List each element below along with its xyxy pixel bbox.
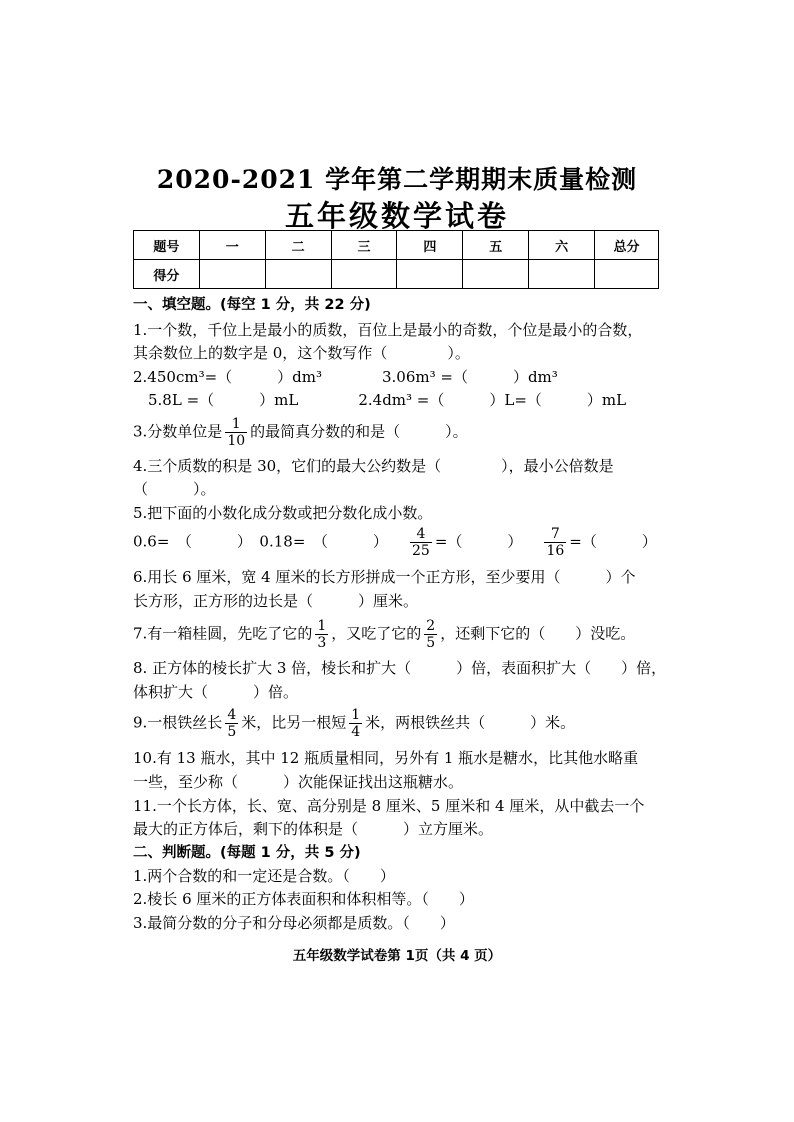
fraction-denominator: 5 <box>426 635 436 651</box>
fraction <box>410 526 432 559</box>
fraction-denominator: 16 <box>546 543 565 559</box>
question-9-prefix: 9.一根铁丝长 <box>133 713 223 732</box>
question-7 <box>133 618 635 651</box>
score-label-cell: 得分 <box>134 260 200 289</box>
section-heading-true-false: 二、判断题。(每题 1 分，共 5 分) <box>133 845 361 861</box>
fraction-numerator: 4 <box>410 526 432 543</box>
page-footer: 五年级数学试卷第 1页（共 4 页） <box>292 948 502 964</box>
question-9 <box>133 707 575 740</box>
score-cell: 一 <box>199 231 265 260</box>
fraction-numerator: 1 <box>351 707 361 723</box>
judgement-question-2: 2.棱长 6 厘米的正方体表面积和体积相等。（ ） <box>133 890 474 908</box>
question-10-line-2: 一些，至少称（ ）次能保证找出这瓶糖水。 <box>133 773 464 791</box>
fraction-denominator: 5 <box>227 724 237 740</box>
fraction-denominator: 4 <box>351 724 361 740</box>
fraction <box>544 526 566 559</box>
score-blank-cell <box>595 260 659 289</box>
question-6-line-1: 6.用长 6 厘米，宽 4 厘米的长方形拼成一个正方形，至少要用（ ）个 <box>133 568 636 586</box>
score-cell: 六 <box>529 231 595 260</box>
question-7-suffix: ，还剩下它的（ ）没吃。 <box>440 624 636 643</box>
score-cell: 五 <box>463 231 529 260</box>
question-11-line-2: 最大的正方体后，剩下的体积是（ ）立方厘米。 <box>133 820 494 838</box>
question-5-blank: =（ ） <box>569 532 657 551</box>
question-5-decimals: 0.6= （ ） 0.18= （ ） <box>133 532 388 551</box>
fraction <box>225 707 238 740</box>
score-blank-cell <box>331 260 397 289</box>
question-7-middle: ，又吃了它的 <box>331 624 422 643</box>
question-1-line-2: 其余数位上的数字是 0，这个数写作（ ）。 <box>133 344 470 362</box>
fraction <box>424 618 437 651</box>
score-cell: 二 <box>265 231 331 260</box>
question-5-items <box>133 526 657 559</box>
judgement-question-1: 1.两个合数的和一定还是合数。（ ） <box>133 867 395 885</box>
question-9-suffix: 米，两根铁丝共（ ）米。 <box>365 713 576 732</box>
score-table-header-row <box>134 231 659 260</box>
question-4-line-2: （ ）。 <box>133 480 216 498</box>
score-blank-cell <box>397 260 463 289</box>
score-blank-cell <box>199 260 265 289</box>
score-cell: 总分 <box>595 231 659 260</box>
fraction-denominator: 25 <box>411 543 430 559</box>
fraction <box>225 416 247 449</box>
fraction-numerator: 2 <box>426 618 436 634</box>
question-3-prefix: 3.分数单位是 <box>133 422 223 441</box>
question-10-line-1: 10.有 13 瓶水，其中 12 瓶质量相同，另外有 1 瓶水是糖水，比其他水略重 <box>133 749 639 767</box>
question-3-suffix: 的最简真分数的和是（ ）。 <box>250 422 468 441</box>
score-table-score-row <box>134 260 659 289</box>
question-5: 5.把下面的小数化成分数或把分数化成小数。 <box>133 504 433 522</box>
question-4-line-1: 4.三个质数的积是 30，它们的最大公约数是（ ），最小公倍数是 <box>133 457 614 475</box>
fraction-numerator: 1 <box>317 618 327 634</box>
fraction-denominator: 10 <box>227 433 246 449</box>
question-8-line-2: 体积扩大（ ）倍。 <box>133 683 299 701</box>
question-9-middle: 米，比另一根短 <box>241 713 347 732</box>
question-6-line-2: 长方形，正方形的边长是（ ）厘米。 <box>133 592 419 610</box>
exam-subtitle: 五年级数学试卷 <box>284 199 509 233</box>
question-2-line-2: 5.8L =（ ）mL 2.4dm³ =（ ）L=（ ）mL <box>133 391 627 409</box>
fraction-denominator: 3 <box>317 635 327 651</box>
judgement-question-3: 3.最简分数的分子和分母必须都是质数。（ ） <box>133 914 455 932</box>
fraction-numerator: 7 <box>544 526 566 543</box>
fraction-numerator: 4 <box>227 707 237 723</box>
score-cell: 四 <box>397 231 463 260</box>
fraction <box>315 618 328 651</box>
score-blank-cell <box>463 260 529 289</box>
question-1-line-1: 1.一个数，千位上是最小的质数，百位上是最小的奇数，个位是最小的合数， <box>133 321 643 339</box>
fraction <box>349 707 362 740</box>
question-5-blank: =（ ） <box>434 532 523 551</box>
question-7-prefix: 7.有一箱桂圆，先吃了它的 <box>133 624 313 643</box>
section-heading-fill-in: 一、填空题。(每空 1 分，共 22 分) <box>133 297 371 313</box>
exam-title: 2020-2021 学年第二学期期末质量检测 <box>156 165 638 194</box>
fraction-numerator: 1 <box>225 416 247 433</box>
score-blank-cell <box>529 260 595 289</box>
score-table <box>133 230 659 289</box>
question-8-line-1: 8. 正方体的棱长扩大 3 倍，棱长和扩大（ ）倍，表面积扩大（ ）倍， <box>133 659 667 677</box>
score-cell: 题号 <box>134 231 200 260</box>
score-blank-cell <box>265 260 331 289</box>
question-2-line-1: 2.450cm³=（ ）dm³ 3.06m³ =（ ）dm³ <box>133 368 558 386</box>
question-11-line-1: 11.一个长方体，长、宽、高分别是 8 厘米、5 厘米和 4 厘米，从中截去一个 <box>133 797 645 815</box>
score-cell: 三 <box>331 231 397 260</box>
question-3 <box>133 416 468 449</box>
